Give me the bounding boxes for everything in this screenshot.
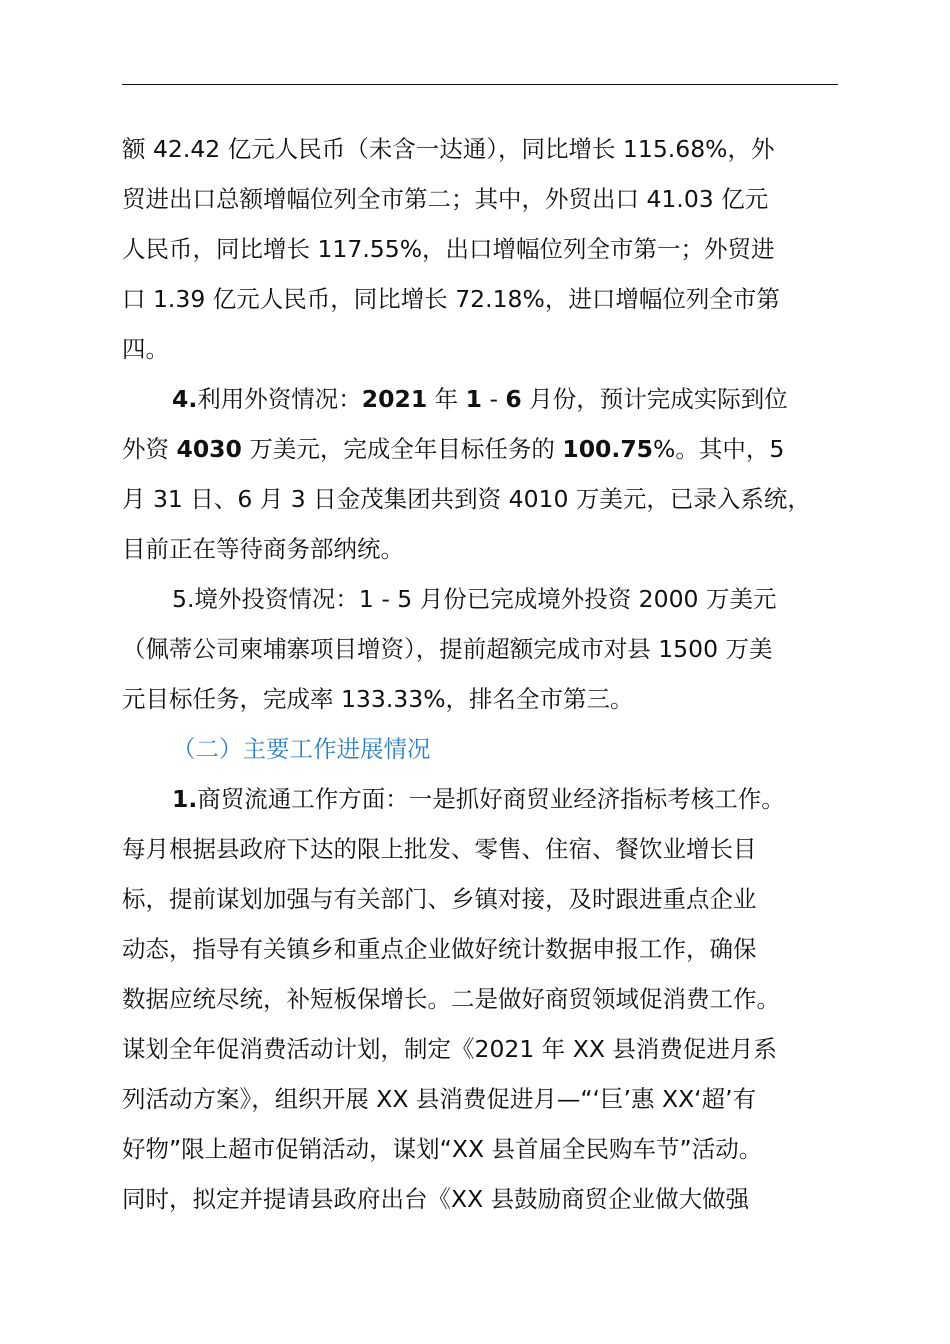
text-line: 月 31 日、6 月 3 日金茂集团共到资 4010 万美元，已录入系统， [122,485,811,513]
text-segment: %。其中，5 [653,435,785,463]
text-segment: 月份，预计完成实际到位 [521,385,788,413]
month-end-value: 6 [505,385,522,413]
text-line: 列活动方案》，组织开展 XX 县消费促进月—“‘巨’惠 XX‘超’有 [122,1085,757,1113]
month-start-value: 1 [465,385,482,413]
text-line: 同时，拟定并提请县政府出台《XX 县鼓励商贸企业做大做强 [122,1185,750,1213]
text-line: 四。 [122,335,169,363]
text-line: 标，提前谋划加强与有关部门、乡镇对接，及时跟进重点企业 [122,885,757,913]
text-line: 动态，指导有关镇乡和重点企业做好统计数据申报工作，确保 [122,935,757,963]
text-line: 好物”限上超市促销活动，谋划“XX 县首届全民购车节”活动。 [122,1135,763,1163]
completion-rate-value: 100.75 [562,435,654,463]
body-text [122,124,842,1224]
text-line: （佩蒂公司柬埔寨项目增资），提前超额完成市对县 1500 万美 [122,635,773,663]
item-number: 1. [172,785,198,813]
text-line: 人民币，同比增长 117.55%，出口增幅位列全市第一；外贸进 [122,235,775,263]
text-segment: - [482,385,506,413]
header-rule [122,84,838,85]
paragraph-4-line-1 [122,374,842,424]
text-line: 目前正在等待商务部纳统。 [122,535,404,563]
text-line: 元目标任务，完成率 133.33%，排名全市第三。 [122,685,634,713]
paragraph-1-line-1 [122,774,842,824]
text-segment: 年 [427,385,466,413]
text-line: 每月根据县政府下达的限上批发、零售、住宿、餐饮业增长目 [122,835,757,863]
text-line: 5.境外投资情况：1 - 5 月份已完成境外投资 2000 万美元 [172,585,777,613]
text-segment: 商贸流通工作方面：一是抓好商贸业经济指标考核工作。 [197,785,785,813]
text-line: 谋划全年促消费活动计划，制定《2021 年 XX 县消费促进月系 [122,1035,777,1063]
text-line: 额 42.42 亿元人民币（未含一达通），同比增长 115.68%，外 [122,135,775,163]
investment-value: 4030 [176,435,242,463]
text-line: 口 1.39 亿元人民币，同比增长 72.18%，进口增幅位列全市第 [122,285,780,313]
paragraph-4-line-2 [122,424,842,474]
text-segment: 万美元，完成全年目标任务的 [241,435,563,463]
item-number: 4. [172,385,198,413]
text-line: 贸进出口总额增幅位列全市第二；其中，外贸出口 41.03 亿元 [122,185,769,213]
text-segment: 利用外资情况： [197,385,362,413]
text-line: 数据应统尽统，补短板保增长。二是做好商贸领域促消费工作。 [122,985,780,1013]
year-value: 2021 [361,385,428,413]
section-heading: （二）主要工作进展情况 [172,735,431,763]
text-segment: 外资 [122,435,177,463]
